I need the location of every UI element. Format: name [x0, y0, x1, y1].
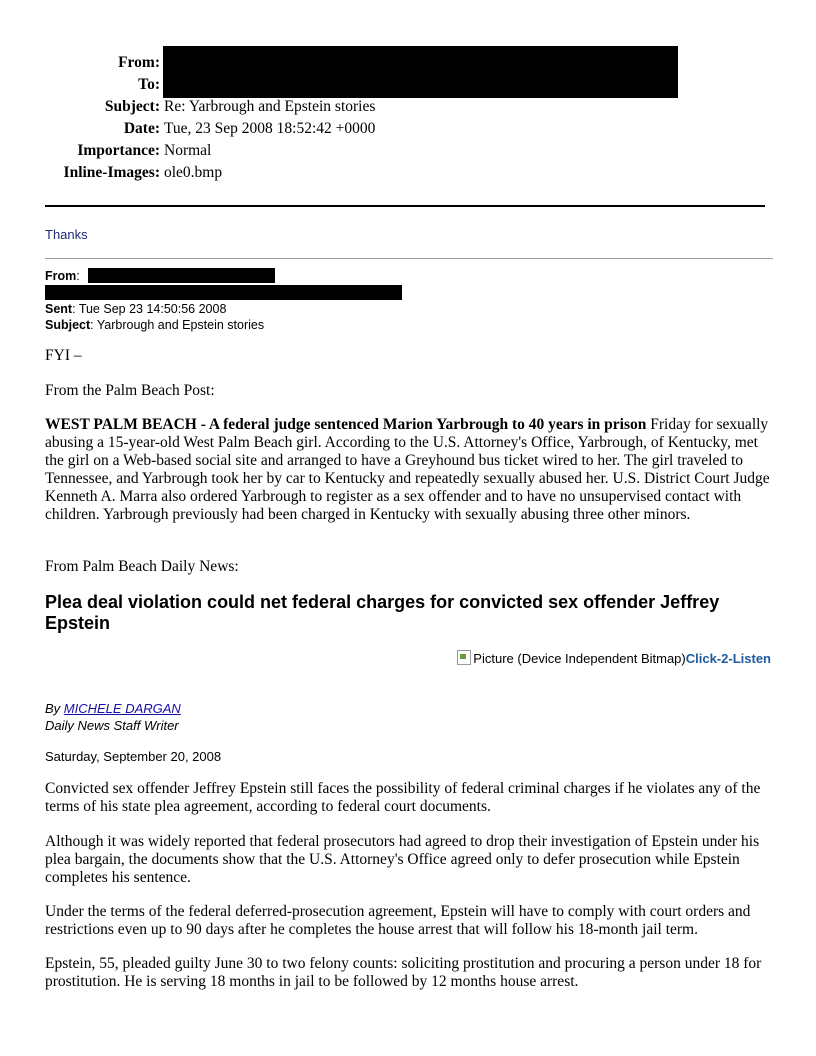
story-yarbrough-lead: WEST PALM BEACH - A federal judge sentenced Marion Yarbrough to 40 years in prison	[45, 416, 647, 433]
header-divider	[45, 205, 765, 207]
reply-body: Thanks	[45, 227, 88, 242]
header-inline-images-value: ole0.bmp	[164, 164, 223, 181]
broken-image-icon	[457, 650, 471, 665]
forwarded-subject-line	[45, 317, 264, 333]
fyi-line: FYI –	[45, 347, 82, 364]
byline-prefix: By	[45, 701, 64, 716]
forwarded-from-colon: :	[76, 269, 80, 283]
picture-alt-text: Picture (Device Independent Bitmap)	[473, 651, 686, 666]
source-palm-beach-post: From the Palm Beach Post:	[45, 382, 215, 399]
story-yarbrough	[45, 416, 770, 524]
byline	[45, 701, 181, 717]
picture-row	[457, 650, 771, 666]
redaction-from-to	[163, 46, 678, 98]
article-paragraph-3: Under the terms of the federal deferred-prosecution agreement, Epstein will have to comply with court orders and restrictions even up to 90 days after he completes the house arrest that will follow his 18-month jail term.	[45, 903, 751, 938]
header-date-row	[0, 118, 816, 140]
forward-divider	[45, 258, 773, 259]
forwarded-from-label: From	[45, 269, 77, 283]
source-daily-news: From Palm Beach Daily News:	[45, 558, 239, 575]
article-paragraph-4: Epstein, 55, pleaded guilty June 30 to two felony counts: soliciting prostitution and procuring a person under 18 for prostitution. He is serving 18 months in jail to be followed by 12 months house arrest.	[45, 955, 762, 990]
article-headline: Plea deal violation could net federal charges for convicted sex offender Jeffrey Epstein	[45, 592, 720, 633]
redaction-forwarded-from	[88, 268, 275, 283]
header-inline-images-label: Inline-Images:	[63, 164, 160, 181]
click-2-listen-link[interactable]: Click-2-Listen	[685, 651, 771, 666]
header-subject-value: Re: Yarbrough and Epstein stories	[164, 98, 376, 115]
header-date-value: Tue, 23 Sep 2008 18:52:42 +0000	[164, 120, 376, 137]
author-title: Daily News Staff Writer	[45, 718, 179, 733]
forwarded-sent-value: : Tue Sep 23 14:50:56 2008	[72, 302, 227, 316]
header-subject-row	[0, 96, 816, 118]
header-importance-row	[0, 140, 816, 162]
header-subject-label: Subject:	[104, 98, 160, 115]
article-date: Saturday, September 20, 2008	[45, 749, 222, 764]
header-importance-value: Normal	[164, 142, 212, 159]
header-inline-images-row	[0, 162, 816, 184]
header-importance-label: Importance:	[77, 142, 160, 159]
header-from-label: From:	[118, 54, 160, 71]
author-link[interactable]: MICHELE DARGAN	[63, 701, 181, 716]
forwarded-sent-label: Sent	[45, 302, 73, 316]
forwarded-from-line	[45, 268, 80, 284]
header-to-label: To:	[138, 76, 160, 93]
forwarded-subject-value: : Yarbrough and Epstein stories	[90, 318, 265, 332]
forwarded-sent-line	[45, 301, 226, 317]
article-paragraph-2: Although it was widely reported that federal prosecutors had agreed to drop their investigation of Epstein under his plea bargain, the documents show that the U.S. Attorney's Office agreed only to defer prosecution while Epstein completes his sentence.	[45, 833, 760, 886]
article-paragraph-1: Convicted sex offender Jeffrey Epstein still faces the possibility of federal criminal charges if he violates any of the terms of his state plea agreement, according to federal court documents.	[45, 780, 761, 815]
redaction-forwarded-to	[45, 285, 402, 300]
story-yarbrough-text: Friday for sexually abusing a 15-year-old West Palm Beach girl. According to the U.S. Attorney's Office, Yarbrough, of Kentucky, met the girl on a Web-based social site and arranged to have a Greyhound bus ticket wired to her. The girl traveled to Tennessee, and Yarbrough took her by car to Kentucky and repeatedly sexually abused her. U.S. District Court Judge Kenneth A. Marra also ordered Yarbrough to register as a sex offender and to have no unsupervised contact with children. Yarbrough previously had been charged in Kentucky with sexually abusing three other minors.	[45, 416, 770, 523]
forwarded-subject-label: Subject	[45, 318, 91, 332]
header-date-label: Date:	[123, 120, 160, 137]
